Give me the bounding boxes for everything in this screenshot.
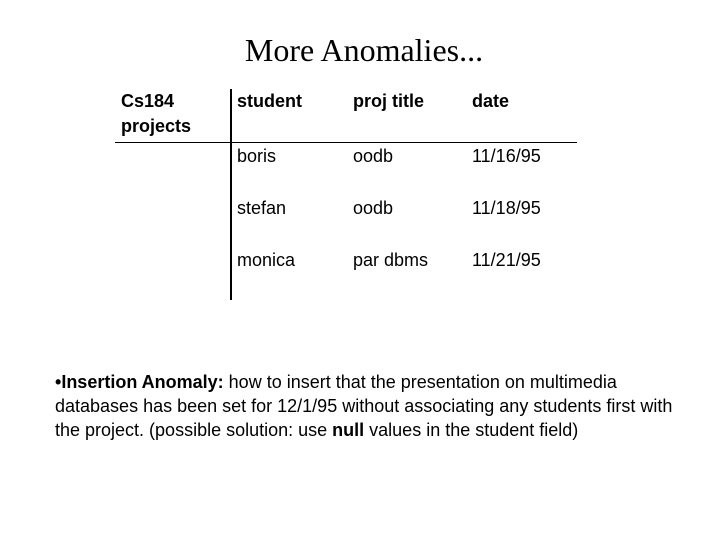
note-text-end: values in the student field) xyxy=(364,420,579,440)
table-cell: oodb xyxy=(353,146,394,166)
table-cell: 11/21/95 xyxy=(472,250,541,270)
table-vertical-rule xyxy=(230,89,232,300)
table-horizontal-rule xyxy=(115,142,577,143)
table-cell: oodb xyxy=(353,198,394,218)
table-caption-line2: projects xyxy=(121,116,192,136)
header-student: student xyxy=(237,91,302,111)
table-cell: stefan xyxy=(237,198,287,218)
header-proj-title: proj title xyxy=(353,91,424,111)
table-cell: monica xyxy=(237,250,296,270)
anomaly-label: Insertion Anomaly: xyxy=(61,372,224,392)
table-cell: 11/16/95 xyxy=(472,146,541,166)
table-cell: 11/18/95 xyxy=(472,198,541,218)
bullet: • xyxy=(55,372,62,392)
table-cell: par dbms xyxy=(353,250,429,270)
null-keyword: null xyxy=(332,420,365,440)
table-cell: boris xyxy=(237,146,277,166)
table-caption-line1: Cs184 xyxy=(121,91,175,111)
header-date: date xyxy=(472,91,510,111)
insertion-anomaly-note xyxy=(55,370,685,442)
slide-title: More Anomalies... xyxy=(244,32,484,68)
note-text: how to insert that the presentation on multimedia databases has been set for 12/1/95 without associating any students first with the project. (possible solution: use xyxy=(55,372,673,440)
